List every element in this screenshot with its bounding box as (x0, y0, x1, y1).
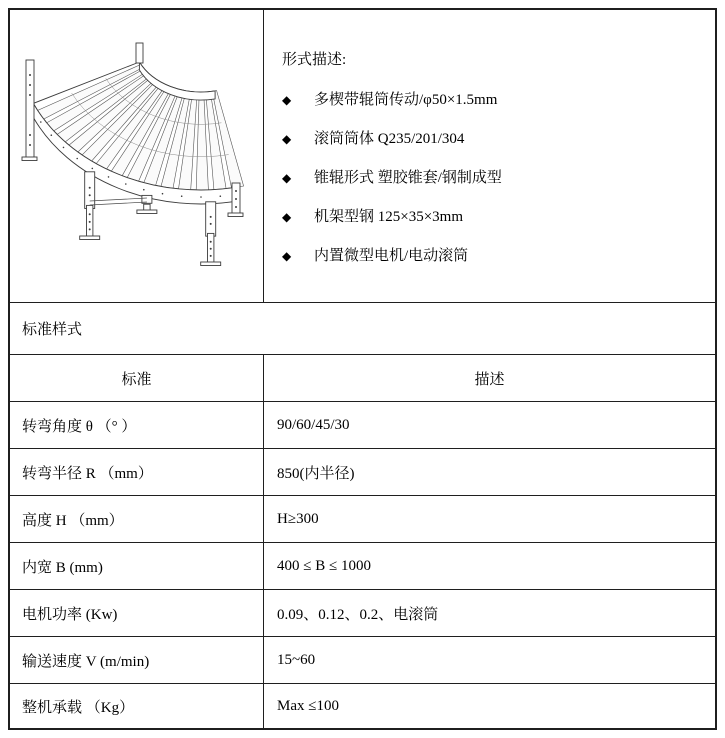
description-item (282, 131, 705, 148)
description-item (282, 209, 705, 226)
section-title: 标准样式 (22, 322, 83, 338)
spec-row-turn-angle (10, 402, 715, 449)
spec-value: 850(内半径) (277, 465, 355, 482)
section-title-row (10, 303, 715, 355)
spec-value: 90/60/45/30 (277, 416, 350, 433)
description-item-text: 滚筒筒体 Q235/201/304 (314, 131, 465, 147)
spec-row-height (10, 496, 715, 543)
spec-row-turn-radius (10, 449, 715, 496)
spec-value: 400 ≤ B ≤ 1000 (277, 557, 371, 574)
spec-label: 整机承载 （Kg） (10, 684, 264, 728)
spec-value: H≥300 (277, 510, 319, 527)
table-header-row (10, 355, 715, 402)
spec-row-inner-width (10, 543, 715, 590)
spec-label: 电机功率 (Kw) (10, 590, 264, 636)
diamond-bullet-icon: ◆ (282, 210, 292, 224)
spec-label: 转弯半径 R （mm） (10, 449, 264, 495)
top-row (10, 10, 715, 303)
spec-value: Max ≤100 (277, 697, 339, 714)
spec-label: 高度 H （mm） (10, 496, 264, 542)
spec-value: 15~60 (277, 651, 316, 668)
diamond-bullet-icon: ◆ (282, 132, 292, 146)
spec-row-motor-power (10, 590, 715, 637)
description-item (282, 92, 705, 109)
description-item-text: 内置微型电机/电动滚筒 (314, 248, 469, 264)
spec-label: 转弯角度 θ （° ） (10, 402, 264, 448)
diamond-bullet-icon: ◆ (282, 171, 292, 185)
form-description-cell (264, 10, 715, 302)
table-header-description: 描述 (474, 371, 505, 388)
drawing-cell (10, 10, 264, 302)
diamond-bullet-icon: ◆ (282, 249, 292, 263)
spec-label: 内宽 B (mm) (10, 543, 264, 589)
description-item (282, 248, 705, 265)
diamond-bullet-icon: ◆ (282, 93, 292, 107)
curved-roller-conveyor-drawing (16, 35, 254, 271)
spec-row-max-load (10, 684, 715, 728)
description-item-text: 机架型钢 125×35×3mm (314, 209, 464, 225)
form-description-title: 形式描述: (282, 52, 347, 68)
description-item-text: 锥辊形式 塑胶锥套/钢制成型 (314, 170, 502, 186)
spec-document (8, 8, 717, 730)
description-item-text: 多楔带辊筒传动/φ50×1.5mm (314, 92, 498, 108)
description-item (282, 170, 705, 187)
table-header-standard: 标准 (10, 355, 264, 401)
spec-value: 0.09、0.12、0.2、电滚筒 (277, 606, 439, 623)
spec-row-conveying-speed (10, 637, 715, 684)
spec-label: 输送速度 V (m/min) (10, 637, 264, 683)
